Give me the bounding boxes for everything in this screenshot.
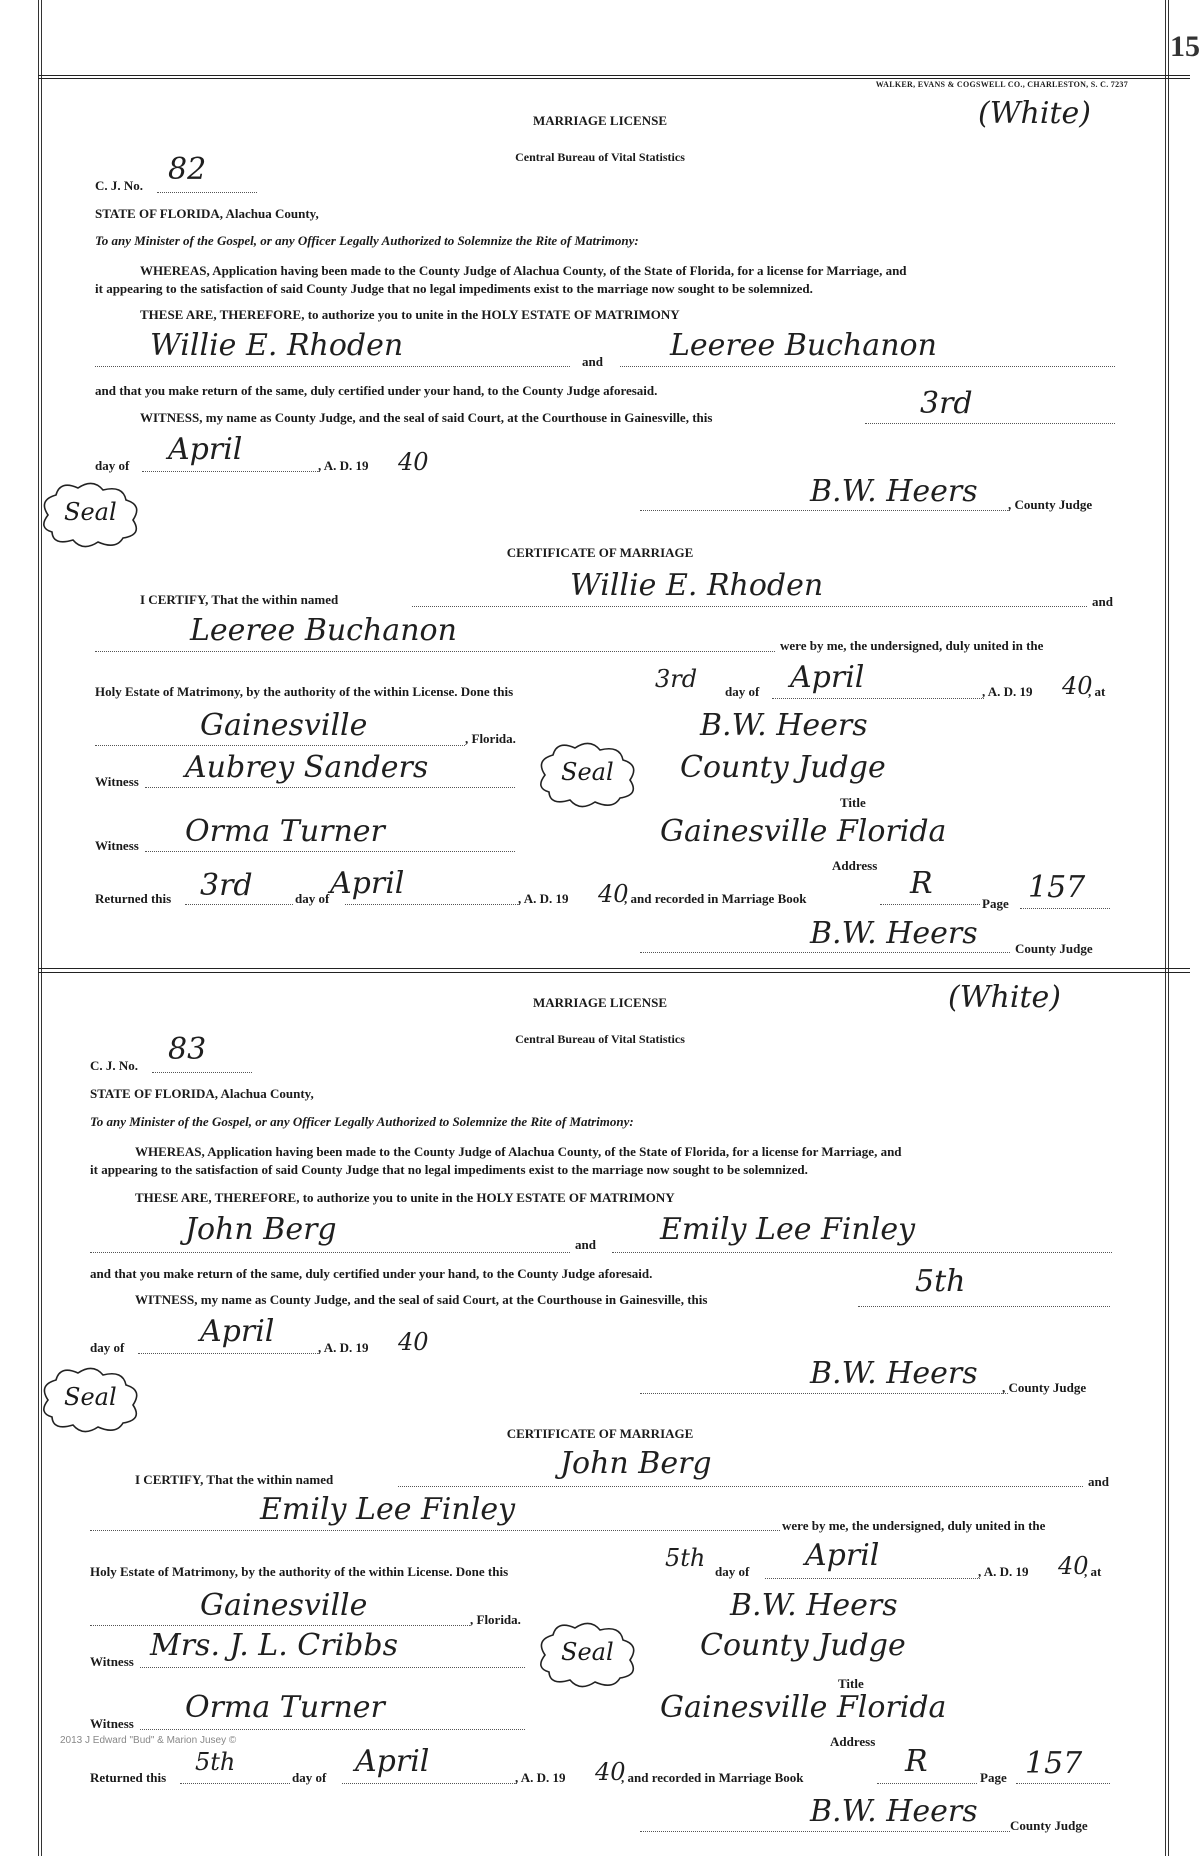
- wed-day: 3rd: [655, 665, 698, 693]
- returned-day-of: day of: [292, 1770, 327, 1785]
- divider-rule-2: [38, 972, 1190, 973]
- left-margin-line: [38, 0, 39, 1856]
- day-of-label: day of: [90, 1340, 125, 1355]
- to-minister: To any Minister of the Gospel, or any Officer Legally Authorized to Solemnize the Rite of Matrimony:: [90, 1114, 634, 1129]
- returned-day-line: [180, 1783, 290, 1784]
- license-month-line: [138, 1353, 320, 1354]
- judge-sign-line: [640, 1393, 1008, 1394]
- county-judge-label-2: County Judge: [1015, 941, 1093, 956]
- top-rule-2: [38, 78, 1190, 79]
- cert-and: and: [1088, 1474, 1109, 1489]
- cert-ad: , A. D. 19: [982, 684, 1033, 699]
- seal-text: Seal: [561, 1638, 614, 1666]
- page-line: [1016, 1783, 1110, 1784]
- page-line: [1020, 908, 1110, 909]
- license-day: 3rd: [920, 386, 973, 421]
- witness2-label: Witness: [95, 838, 139, 853]
- whereas-line-1: WHEREAS, Application having been made to the County Judge of Alachua County, of the State of Florida, for a license for Marriage, and: [135, 1144, 902, 1159]
- groom-line: [95, 366, 570, 367]
- i-certify: I CERTIFY, That the within named: [140, 592, 339, 607]
- cert-ad: , A. D. 19: [978, 1564, 1029, 1579]
- bride-line: [612, 1252, 1112, 1253]
- license-month-line: [142, 471, 320, 472]
- returned-year: 40: [598, 880, 629, 908]
- returned-month: April: [330, 866, 405, 901]
- state-label: STATE OF FLORIDA, Alachua County,: [90, 1086, 314, 1101]
- to-minister: To any Minister of the Gospel, or any Officer Legally Authorized to Solemnize the Rite of Matrimony:: [95, 233, 639, 248]
- cert-bride: Leeree Buchanon: [190, 613, 457, 648]
- left-margin-line-2: [41, 0, 42, 1856]
- i-certify: I CERTIFY, That the within named: [135, 1472, 334, 1487]
- return-line: and that you make return of the same, duly certified under your hand, to the County Judge aforesaid.: [90, 1266, 653, 1281]
- return-signature: B.W. Heers: [810, 916, 978, 951]
- witness2-label: Witness: [90, 1716, 134, 1731]
- witness1-line: [140, 1667, 525, 1668]
- license-year: 40: [398, 448, 429, 476]
- returned-label: Returned this: [90, 1770, 167, 1785]
- license-month: April: [168, 432, 243, 467]
- officiant-address: Gainesville Florida: [660, 1690, 947, 1725]
- cert-day-of: day of: [715, 1564, 750, 1579]
- cj-no-value: 82: [168, 152, 207, 187]
- page-value: 157: [1028, 870, 1086, 905]
- state-label: STATE OF FLORIDA, Alachua County,: [95, 206, 319, 221]
- cj-no-value: 83: [168, 1032, 207, 1067]
- license-day: 5th: [915, 1264, 966, 1299]
- wed-place: Gainesville: [200, 1588, 368, 1623]
- cj-no-label: C. J. No.: [95, 178, 144, 193]
- cert-at: , at: [1084, 1564, 1102, 1579]
- these-are-line: THESE ARE, THEREFORE, to authorize you to unite in the HOLY ESTATE OF MATRIMONY: [140, 307, 680, 322]
- book-value: R: [905, 1744, 928, 1779]
- day-of-label: day of: [95, 458, 130, 473]
- book-line: [877, 1783, 977, 1784]
- returned-day: 3rd: [200, 868, 253, 903]
- recorded-label: , and recorded in Marriage Book: [624, 891, 807, 906]
- wed-day: 5th: [665, 1544, 706, 1572]
- officiant-title: County Judge: [680, 750, 886, 785]
- copyright-watermark: 2013 J Edward "Bud" & Marion Jusey ©: [60, 1735, 237, 1746]
- court-seal: [38, 480, 148, 550]
- place-line: [90, 1625, 470, 1626]
- county-judge-label-2: County Judge: [1010, 1818, 1088, 1833]
- bureau-label: Central Bureau of Vital Statistics: [515, 1032, 685, 1046]
- address-label: Address: [832, 858, 878, 873]
- page-value: 157: [1025, 1746, 1083, 1781]
- title-label: Title: [838, 1676, 864, 1691]
- cert-day-of: day of: [725, 684, 760, 699]
- cert-seal: [535, 1620, 645, 1690]
- court-seal: [38, 1365, 148, 1435]
- bride-name: Leeree Buchanon: [670, 328, 937, 363]
- license-year: 40: [398, 1328, 429, 1356]
- bureau-label: Central Bureau of Vital Statistics: [515, 150, 685, 164]
- ad-label: , A. D. 19: [318, 458, 369, 473]
- divider-rule: [38, 968, 1190, 969]
- wed-month-line: [765, 1578, 980, 1579]
- page-label: Page: [980, 1770, 1007, 1785]
- recorded-label: , and recorded in Marriage Book: [621, 1770, 804, 1785]
- wed-place: Gainesville: [200, 708, 368, 743]
- race-annotation: (White): [978, 96, 1091, 131]
- witness2: Orma Turner: [185, 1690, 385, 1725]
- witness1-line: [145, 787, 515, 788]
- whereas-line-2: it appearing to the satisfaction of said County Judge that no legal impediments exist to the marriage now sought to be solemnized.: [95, 281, 813, 296]
- license-title: MARRIAGE LICENSE: [533, 995, 667, 1010]
- returned-ad: , A. D. 19: [518, 891, 569, 906]
- county-judge-label: , County Judge: [1008, 497, 1093, 512]
- cj-no-label: C. J. No.: [90, 1058, 139, 1073]
- were-by-me: were by me, the undersigned, duly united in the: [782, 1518, 1046, 1533]
- printer-mark: WALKER, EVANS & COGSWELL CO., CHARLESTON, S. C. 7237: [875, 80, 1128, 89]
- returned-ad: , A. D. 19: [515, 1770, 566, 1785]
- wed-month: April: [790, 660, 865, 695]
- wed-year: 40: [1058, 1552, 1089, 1580]
- place-line: [95, 745, 465, 746]
- returned-month: April: [355, 1744, 430, 1779]
- officiant-signature: B.W. Heers: [730, 1588, 898, 1623]
- license-day-line: [858, 1306, 1110, 1307]
- returned-label: Returned this: [95, 891, 172, 906]
- return-line: and that you make return of the same, duly certified under your hand, to the County Judge aforesaid.: [95, 383, 658, 398]
- groom-name: John Berg: [185, 1212, 337, 1247]
- cert-groom: Willie E. Rhoden: [570, 568, 824, 603]
- license-month: April: [200, 1314, 275, 1349]
- whereas-line-1: WHEREAS, Application having been made to the County Judge of Alachua County, of the State of Florida, for a license for Marriage, and: [140, 263, 907, 278]
- cert-groom-line: [398, 1486, 1083, 1487]
- cert-groom-line: [412, 606, 1087, 607]
- page-number: 15: [1170, 30, 1200, 63]
- wed-month: April: [805, 1538, 880, 1573]
- return-sign-line: [640, 1831, 1010, 1832]
- witness1: Aubrey Sanders: [185, 750, 429, 785]
- witness-line: WITNESS, my name as County Judge, and the seal of said Court, at the Courthouse in Gainesville, this: [140, 410, 713, 425]
- cert-bride: Emily Lee Finley: [260, 1492, 516, 1527]
- bride-line: [620, 366, 1115, 367]
- wed-year: 40: [1062, 672, 1093, 700]
- florida-label: , Florida.: [465, 731, 516, 746]
- county-judge-label: , County Judge: [1002, 1380, 1087, 1395]
- license-day-line: [865, 423, 1115, 424]
- cj-no-line: [152, 1072, 252, 1073]
- holy-estate: Holy Estate of Matrimony, by the authority of the within License. Done this: [95, 684, 514, 699]
- officiant-address: Gainesville Florida: [660, 814, 947, 849]
- license-title: MARRIAGE LICENSE: [533, 113, 667, 128]
- witness1-label: Witness: [90, 1654, 134, 1669]
- book-value: R: [910, 866, 933, 901]
- witness-line: WITNESS, my name as County Judge, and the seal of said Court, at the Courthouse in Gainesville, this: [135, 1292, 708, 1307]
- cert-title: CERTIFICATE OF MARRIAGE: [506, 1426, 694, 1441]
- cert-bride-line: [95, 651, 775, 652]
- holy-estate: Holy Estate of Matrimony, by the authority of the within License. Done this: [90, 1564, 509, 1579]
- returned-month-line: [345, 904, 520, 905]
- returned-month-line: [342, 1783, 517, 1784]
- return-signature: B.W. Heers: [810, 1794, 978, 1829]
- cert-groom: John Berg: [560, 1446, 712, 1481]
- title-label: Title: [840, 795, 866, 810]
- address-label: Address: [830, 1734, 876, 1749]
- top-rule: [38, 75, 1190, 76]
- seal-text: Seal: [64, 498, 117, 526]
- groom-line: [90, 1252, 570, 1253]
- wed-month-line: [772, 698, 984, 699]
- cert-bride-line: [90, 1530, 780, 1531]
- and-label: and: [582, 354, 603, 369]
- race-annotation: (White): [948, 980, 1061, 1015]
- were-by-me: were by me, the undersigned, duly united in the: [780, 638, 1044, 653]
- whereas-line-2: it appearing to the satisfaction of said County Judge that no legal impediments exist to the marriage now sought to be solemnized.: [90, 1162, 808, 1177]
- witness2: Orma Turner: [185, 814, 385, 849]
- bride-name: Emily Lee Finley: [660, 1212, 916, 1247]
- ad-label: , A. D. 19: [318, 1340, 369, 1355]
- these-are-line: THESE ARE, THEREFORE, to authorize you to unite in the HOLY ESTATE OF MATRIMONY: [135, 1190, 675, 1205]
- florida-label: , Florida.: [470, 1612, 521, 1627]
- witness1: Mrs. J. L. Cribbs: [150, 1628, 398, 1663]
- cert-and: and: [1092, 594, 1113, 609]
- officiant-title: County Judge: [700, 1628, 906, 1663]
- cert-at: , at: [1088, 684, 1106, 699]
- judge-signature: B.W. Heers: [810, 1356, 978, 1391]
- witness2-line: [140, 1729, 525, 1730]
- cert-title: CERTIFICATE OF MARRIAGE: [506, 545, 694, 560]
- returned-day-of: day of: [295, 891, 330, 906]
- witness2-line: [145, 851, 515, 852]
- returned-day: 5th: [195, 1748, 236, 1776]
- book-line: [880, 904, 980, 905]
- cj-no-line: [157, 192, 257, 193]
- judge-sign-line: [640, 510, 1010, 511]
- judge-signature: B.W. Heers: [810, 474, 978, 509]
- groom-name: Willie E. Rhoden: [150, 328, 404, 363]
- right-margin-line: [1165, 0, 1166, 1856]
- returned-day-line: [185, 904, 293, 905]
- cert-seal: [535, 740, 645, 810]
- page-label: Page: [982, 896, 1009, 911]
- witness1-label: Witness: [95, 774, 139, 789]
- seal-text: Seal: [64, 1383, 117, 1411]
- officiant-signature: B.W. Heers: [700, 708, 868, 743]
- return-sign-line: [640, 952, 1010, 953]
- returned-year: 40: [595, 1758, 626, 1786]
- and-label: and: [575, 1237, 596, 1252]
- right-margin-line-2: [1168, 0, 1169, 1856]
- seal-text: Seal: [561, 758, 614, 786]
